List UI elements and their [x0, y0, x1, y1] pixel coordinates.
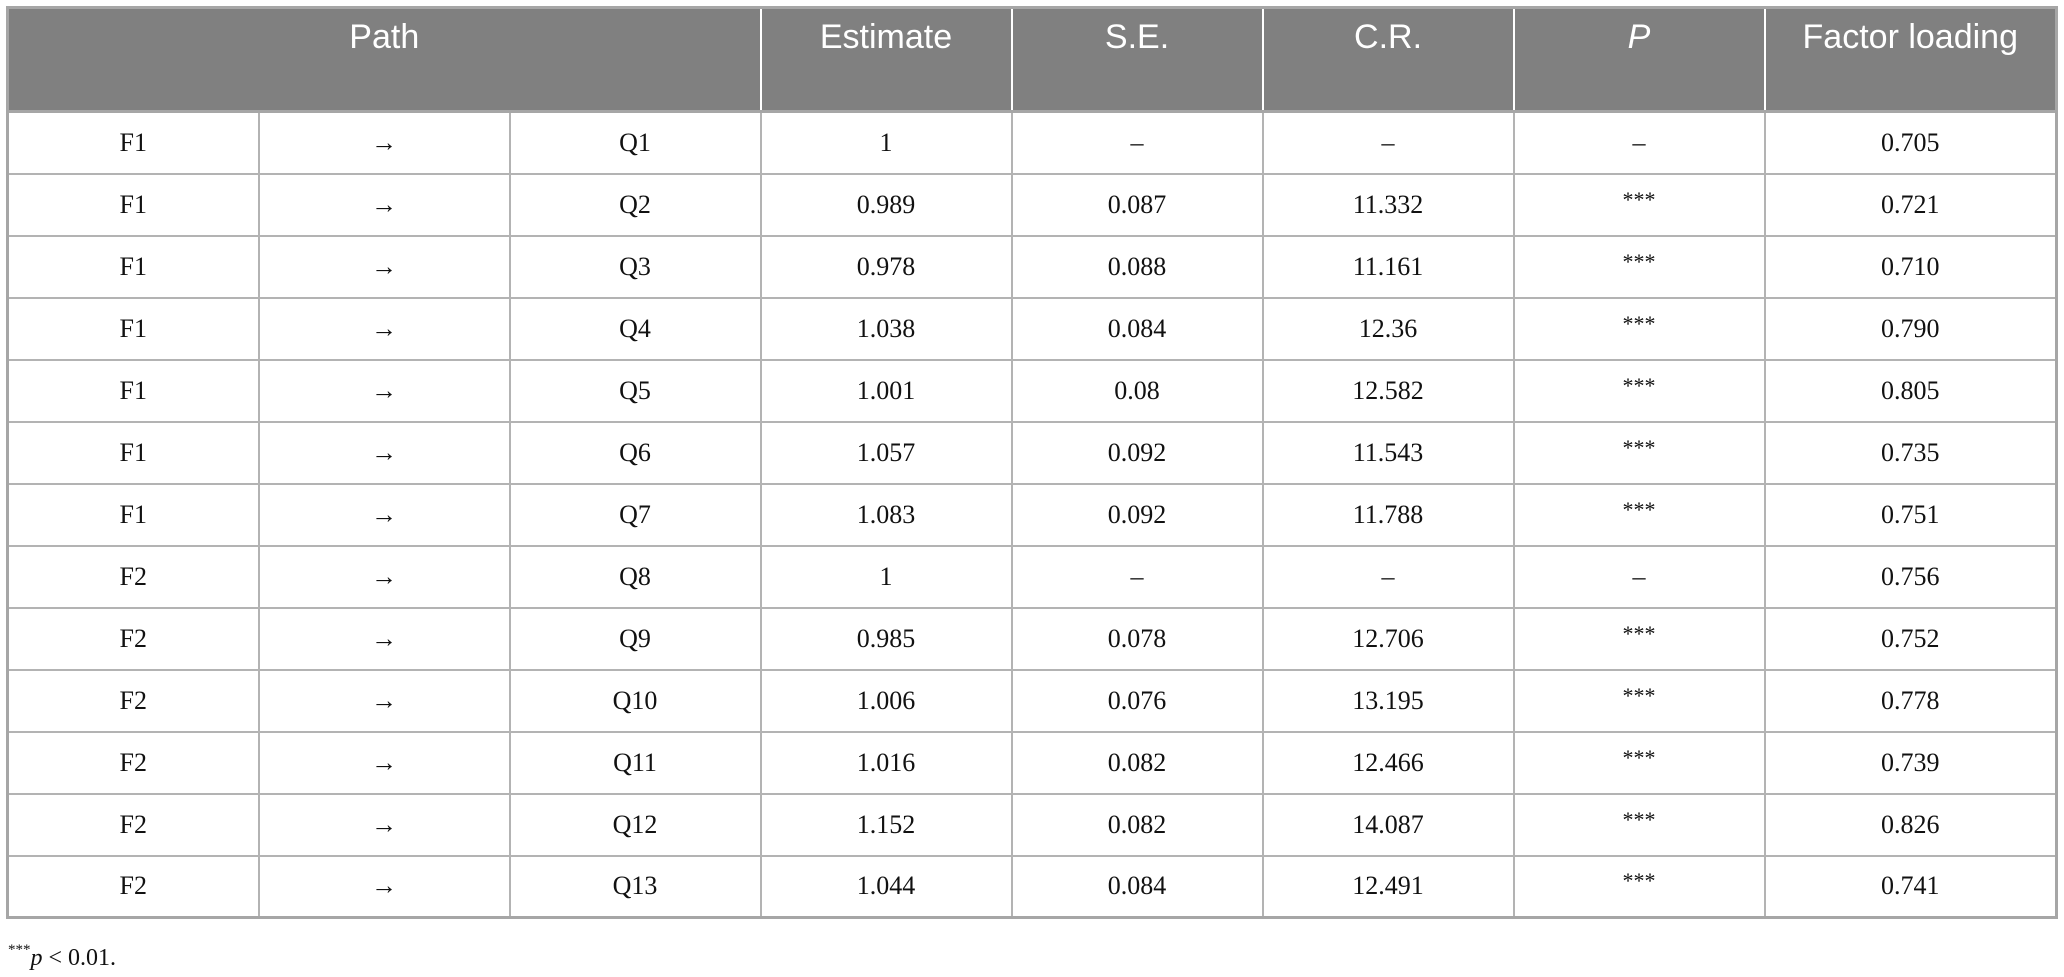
cell-factor-loading [1765, 732, 2057, 794]
cell-se-text: 0.088 [1107, 251, 1167, 281]
cell-to-item [510, 174, 761, 236]
cell-cr-text: 11.788 [1352, 499, 1424, 529]
cell-se-text: 0.08 [1114, 375, 1160, 405]
cell-estimate [761, 174, 1012, 236]
cell-estimate [761, 484, 1012, 546]
cell-p-text: – [1632, 561, 1646, 591]
header-path: Path [8, 8, 761, 112]
cell-p-text: *** [1622, 620, 1656, 646]
cell-p-text: *** [1622, 434, 1656, 460]
table-row [8, 670, 2057, 732]
cell-to-item-text: Q12 [612, 809, 658, 839]
cell-to-item-text: Q6 [619, 437, 651, 467]
cell-se [1012, 422, 1263, 484]
cell-from-factor-text: F2 [119, 747, 147, 777]
cell-from-factor [8, 422, 259, 484]
cell-arrow [259, 732, 510, 794]
cell-factor-loading [1765, 484, 2057, 546]
cell-to-item-text: Q5 [619, 375, 651, 405]
cell-arrow [259, 546, 510, 608]
cell-from-factor [8, 112, 259, 174]
cell-estimate-text: 1.044 [856, 871, 916, 901]
cell-estimate [761, 670, 1012, 732]
cell-p [1514, 174, 1765, 236]
cell-se-text: 0.092 [1107, 499, 1167, 529]
cell-to-item [510, 794, 761, 856]
cell-arrow-text: → [371, 499, 397, 529]
cell-cr-text: 11.543 [1352, 437, 1424, 467]
cell-arrow-text: → [371, 809, 397, 839]
cell-factor-loading [1765, 608, 2057, 670]
cell-p [1514, 236, 1765, 298]
cell-estimate-text: 1.038 [856, 313, 916, 343]
cell-p [1514, 546, 1765, 608]
cell-estimate-text: 1.057 [856, 437, 916, 467]
cell-factor-loading [1765, 174, 2057, 236]
cell-cr-text: 14.087 [1352, 809, 1424, 839]
cell-from-factor [8, 856, 259, 918]
cell-arrow-text: → [371, 685, 397, 715]
cell-estimate-text: 1.083 [856, 499, 916, 529]
cell-to-item-text: Q13 [612, 871, 658, 901]
cell-arrow [259, 484, 510, 546]
cell-estimate-text: 0.985 [856, 623, 916, 653]
cell-estimate-text: 1.152 [856, 809, 916, 839]
cell-p-text: *** [1622, 868, 1656, 894]
cell-estimate-text: 1 [879, 127, 893, 157]
cell-factor-loading-text: 0.826 [1881, 809, 1940, 839]
cell-arrow [259, 174, 510, 236]
cell-to-item [510, 546, 761, 608]
cell-se [1012, 298, 1263, 360]
cell-factor-loading [1765, 298, 2057, 360]
cell-estimate [761, 546, 1012, 608]
cell-factor-loading [1765, 422, 2057, 484]
cell-from-factor-text: F1 [119, 189, 147, 219]
cell-from-factor-text: F1 [119, 437, 147, 467]
header-row [8, 8, 2057, 112]
cell-from-factor-text: F1 [119, 375, 147, 405]
cell-to-item [510, 484, 761, 546]
cell-arrow [259, 794, 510, 856]
cell-se-text: 0.084 [1107, 871, 1167, 901]
cell-from-factor-text: F2 [119, 809, 147, 839]
cell-se [1012, 484, 1263, 546]
cell-cr-text: 12.36 [1358, 313, 1418, 343]
cell-to-item [510, 298, 761, 360]
cell-se-text: 0.092 [1107, 437, 1167, 467]
cell-se-text: – [1130, 561, 1144, 591]
cell-from-factor-text: F1 [119, 251, 147, 281]
table-row [8, 608, 2057, 670]
cell-factor-loading-text: 0.705 [1881, 127, 1940, 157]
cell-arrow [259, 112, 510, 174]
cell-arrow [259, 670, 510, 732]
footnote-marker: *** [8, 942, 31, 958]
cell-estimate-text: 0.989 [856, 189, 916, 219]
table-row [8, 174, 2057, 236]
cell-estimate-text: 1.016 [856, 747, 916, 777]
cell-to-item [510, 360, 761, 422]
cell-factor-loading-text: 0.710 [1881, 251, 1940, 281]
cell-p [1514, 732, 1765, 794]
cell-arrow [259, 608, 510, 670]
cell-arrow-text: → [371, 747, 397, 777]
cell-estimate-text: 0.978 [856, 251, 916, 281]
cell-p-text: – [1632, 127, 1646, 157]
cell-se [1012, 360, 1263, 422]
cell-p [1514, 856, 1765, 918]
cell-factor-loading-text: 0.805 [1881, 375, 1940, 405]
cell-from-factor [8, 298, 259, 360]
cell-to-item-text: Q4 [619, 313, 651, 343]
cell-arrow-text: → [371, 189, 397, 219]
cell-estimate [761, 360, 1012, 422]
cell-factor-loading [1765, 112, 2057, 174]
cell-factor-loading [1765, 360, 2057, 422]
cell-from-factor-text: F2 [119, 561, 147, 591]
cell-arrow-text: → [371, 623, 397, 653]
cell-se-text: – [1130, 127, 1144, 157]
cell-from-factor-text: F2 [119, 623, 147, 653]
cell-p [1514, 298, 1765, 360]
cell-arrow [259, 298, 510, 360]
cell-arrow-text: → [371, 871, 397, 901]
cell-estimate [761, 856, 1012, 918]
cell-arrow-text: → [371, 313, 397, 343]
cell-cr-text: 11.161 [1352, 251, 1424, 281]
cell-arrow-text: → [371, 437, 397, 467]
cell-to-item-text: Q1 [619, 127, 651, 157]
cell-estimate [761, 236, 1012, 298]
cell-estimate [761, 298, 1012, 360]
cell-from-factor [8, 546, 259, 608]
cell-to-item [510, 422, 761, 484]
header-se: S.E. [1012, 8, 1263, 112]
header-estimate: Estimate [761, 8, 1012, 112]
cell-factor-loading-text: 0.752 [1881, 623, 1940, 653]
cell-factor-loading [1765, 546, 2057, 608]
cell-from-factor-text: F1 [119, 313, 147, 343]
table-row [8, 360, 2057, 422]
cell-factor-loading-text: 0.735 [1881, 437, 1940, 467]
cell-arrow [259, 856, 510, 918]
cell-p-text: *** [1622, 310, 1656, 336]
cell-p-text: *** [1622, 248, 1656, 274]
table-row [8, 236, 2057, 298]
cell-se [1012, 670, 1263, 732]
cell-factor-loading-text: 0.721 [1881, 189, 1940, 219]
cell-estimate-text: 1 [879, 561, 893, 591]
cell-from-factor-text: F2 [119, 871, 147, 901]
cell-cr [1263, 484, 1514, 546]
cell-p [1514, 794, 1765, 856]
table-row [8, 794, 2057, 856]
cell-cr-text: 12.491 [1352, 871, 1424, 901]
cell-cr-text: 12.466 [1352, 747, 1424, 777]
cell-factor-loading-text: 0.751 [1881, 499, 1940, 529]
cell-cr [1263, 236, 1514, 298]
table-row [8, 546, 2057, 608]
cell-se [1012, 856, 1263, 918]
cell-estimate [761, 422, 1012, 484]
cell-from-factor [8, 732, 259, 794]
cell-to-item-text: Q11 [613, 747, 657, 777]
cell-p-text: *** [1622, 806, 1656, 832]
cell-from-factor [8, 174, 259, 236]
cell-estimate [761, 794, 1012, 856]
cell-cr [1263, 732, 1514, 794]
cell-arrow [259, 360, 510, 422]
cell-p [1514, 670, 1765, 732]
cell-estimate-text: 1.006 [856, 685, 916, 715]
cell-se-text: 0.082 [1107, 809, 1167, 839]
table-row [8, 856, 2057, 918]
cell-se-text: 0.076 [1107, 685, 1167, 715]
cell-estimate [761, 112, 1012, 174]
cell-to-item [510, 670, 761, 732]
cell-factor-loading-text: 0.790 [1881, 313, 1940, 343]
cell-se [1012, 236, 1263, 298]
cell-cr [1263, 546, 1514, 608]
results-table-container [6, 6, 2058, 919]
cell-to-item-text: Q7 [619, 499, 651, 529]
cell-from-factor-text: F2 [119, 685, 147, 715]
cell-cr [1263, 608, 1514, 670]
cell-se [1012, 174, 1263, 236]
cell-from-factor [8, 360, 259, 422]
cell-se [1012, 546, 1263, 608]
cell-p-text: *** [1622, 186, 1656, 212]
cell-from-factor-text: F1 [119, 127, 147, 157]
cell-se-text: 0.082 [1107, 747, 1167, 777]
cell-se-text: 0.084 [1107, 313, 1167, 343]
header-factor-loading: Factor loading [1765, 8, 2057, 112]
significance-footnote [8, 944, 116, 972]
cell-p-text: *** [1622, 744, 1656, 770]
cell-se-text: 0.078 [1107, 623, 1167, 653]
cell-se [1012, 112, 1263, 174]
cell-p [1514, 608, 1765, 670]
cell-arrow [259, 236, 510, 298]
cell-estimate-text: 1.001 [856, 375, 916, 405]
cell-cr [1263, 298, 1514, 360]
cell-to-item [510, 112, 761, 174]
cell-cr-text: – [1381, 127, 1395, 157]
cell-cr-text: – [1381, 561, 1395, 591]
cell-se [1012, 608, 1263, 670]
cell-p-text: *** [1622, 372, 1656, 398]
path-estimates-table [6, 6, 2058, 919]
cell-estimate [761, 608, 1012, 670]
table-row [8, 732, 2057, 794]
cell-to-item-text: Q2 [619, 189, 651, 219]
cell-to-item-text: Q8 [619, 561, 651, 591]
table-row [8, 422, 2057, 484]
cell-p [1514, 360, 1765, 422]
cell-p [1514, 484, 1765, 546]
header-cr: C.R. [1263, 8, 1514, 112]
cell-cr-text: 11.332 [1352, 189, 1424, 219]
cell-from-factor [8, 794, 259, 856]
cell-arrow [259, 422, 510, 484]
cell-cr [1263, 112, 1514, 174]
cell-cr-text: 12.706 [1352, 623, 1424, 653]
cell-cr-text: 13.195 [1352, 685, 1424, 715]
cell-to-item-text: Q10 [612, 685, 658, 715]
cell-arrow-text: → [371, 561, 397, 591]
cell-factor-loading [1765, 670, 2057, 732]
cell-se [1012, 732, 1263, 794]
cell-cr [1263, 670, 1514, 732]
cell-estimate [761, 732, 1012, 794]
footnote-variable: p [30, 945, 43, 971]
table-header [8, 8, 2057, 112]
cell-from-factor [8, 236, 259, 298]
cell-cr [1263, 794, 1514, 856]
cell-from-factor [8, 670, 259, 732]
cell-p-text: *** [1622, 496, 1656, 522]
cell-cr [1263, 422, 1514, 484]
cell-factor-loading-text: 0.739 [1881, 747, 1940, 777]
cell-se [1012, 794, 1263, 856]
cell-p [1514, 422, 1765, 484]
cell-from-factor [8, 484, 259, 546]
cell-se-text: 0.087 [1107, 189, 1167, 219]
cell-arrow-text: → [371, 251, 397, 281]
cell-p [1514, 112, 1765, 174]
cell-factor-loading [1765, 794, 2057, 856]
footnote-text: < 0.01. [42, 945, 117, 971]
cell-p-text: *** [1622, 682, 1656, 708]
cell-factor-loading-text: 0.741 [1881, 871, 1940, 901]
cell-to-item [510, 236, 761, 298]
cell-to-item-text: Q3 [619, 251, 651, 281]
cell-to-item [510, 608, 761, 670]
cell-factor-loading [1765, 236, 2057, 298]
cell-cr [1263, 856, 1514, 918]
table-row [8, 484, 2057, 546]
cell-cr [1263, 360, 1514, 422]
cell-cr [1263, 174, 1514, 236]
cell-to-item [510, 732, 761, 794]
cell-to-item-text: Q9 [619, 623, 651, 653]
table-body [8, 112, 2057, 918]
cell-arrow-text: → [371, 375, 397, 405]
cell-factor-loading-text: 0.756 [1881, 561, 1940, 591]
cell-arrow-text: → [371, 127, 397, 157]
cell-factor-loading-text: 0.778 [1881, 685, 1940, 715]
header-p: P [1514, 8, 1765, 112]
table-row [8, 298, 2057, 360]
cell-from-factor [8, 608, 259, 670]
table-row [8, 112, 2057, 174]
cell-cr-text: 12.582 [1352, 375, 1424, 405]
cell-to-item [510, 856, 761, 918]
cell-from-factor-text: F1 [119, 499, 147, 529]
cell-factor-loading [1765, 856, 2057, 918]
